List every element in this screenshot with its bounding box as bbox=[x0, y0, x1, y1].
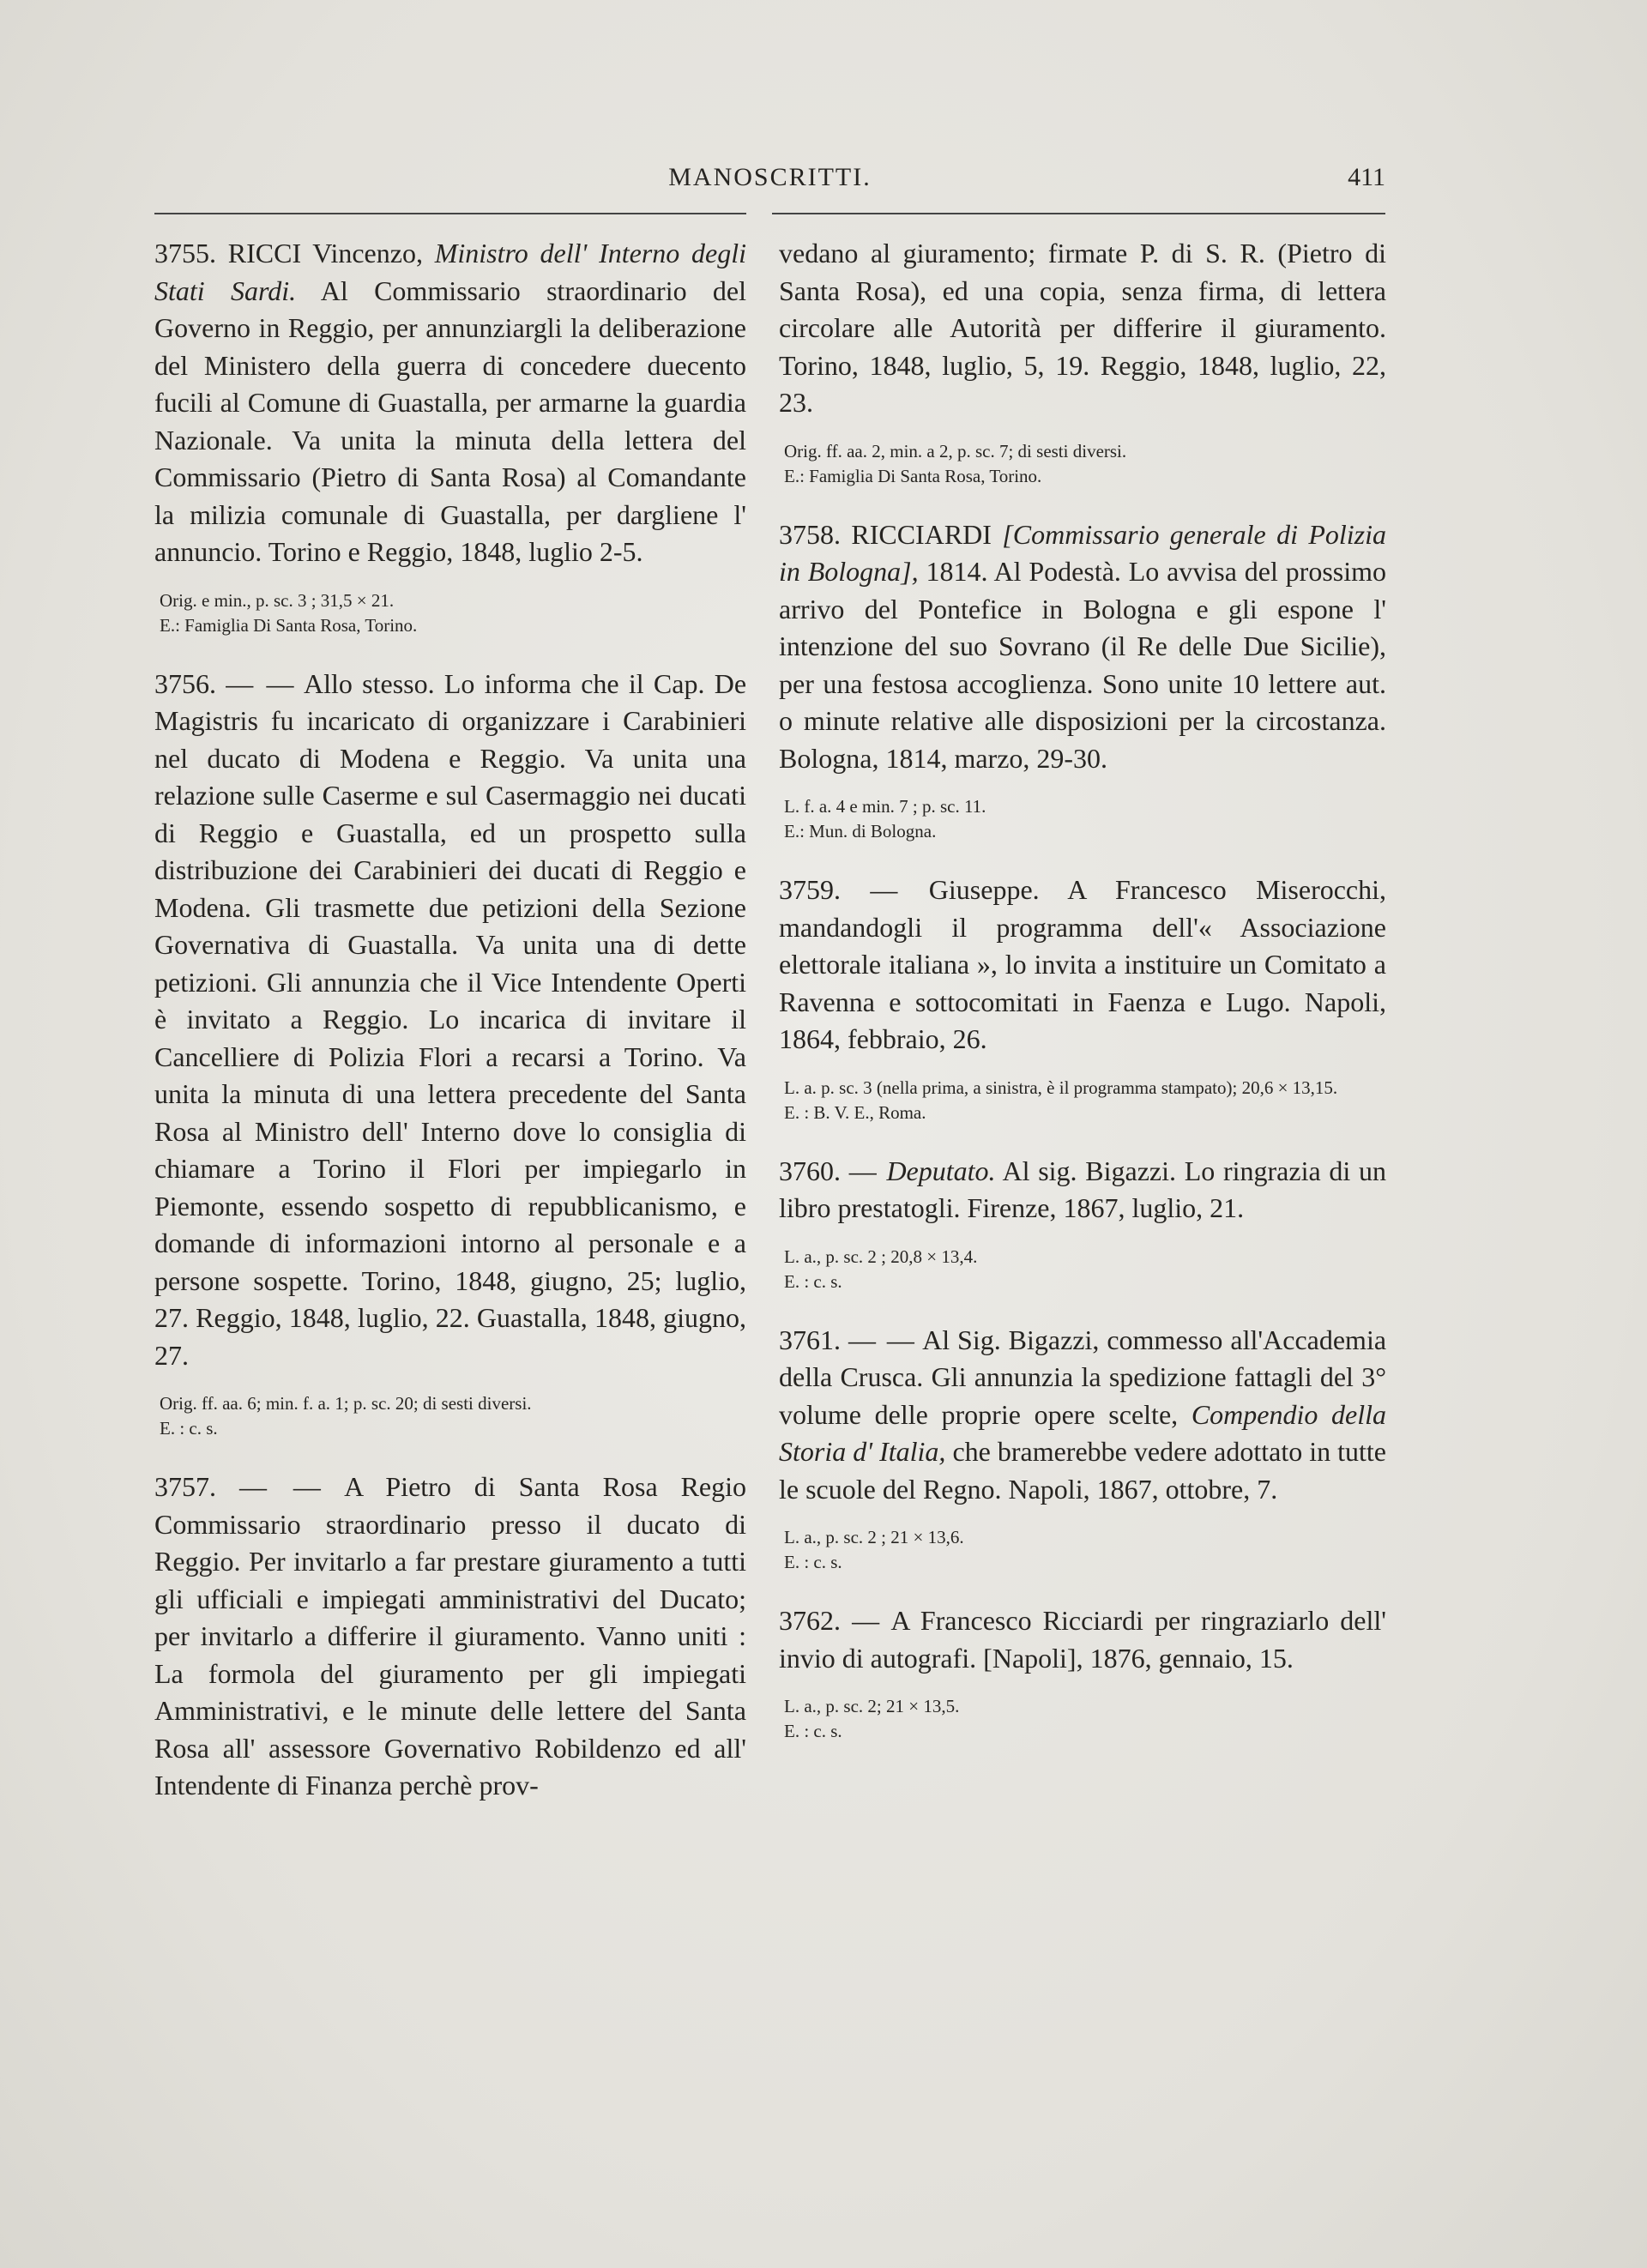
entry-number: 3756. bbox=[154, 667, 216, 699]
entry-body: Al sig. Bigazzi. Lo ringrazia di un libro prestatogli. Firenze, 1867, luglio, 21. bbox=[779, 1155, 1387, 1223]
right-column bbox=[779, 235, 1386, 1771]
entry-number: 3755. bbox=[154, 238, 216, 268]
physical-description: L. f. a. 4 e min. 7 ; p. sc. 11. bbox=[784, 796, 986, 817]
physical-description: Orig. e min., p. sc. 3 ; 31,5 × 21. bbox=[160, 589, 395, 611]
entry-number: 3761. bbox=[779, 1324, 841, 1355]
archival-note bbox=[779, 1245, 1386, 1294]
header-rule-right bbox=[772, 213, 1385, 214]
ditto-dash: — bbox=[848, 1155, 878, 1186]
entry-text bbox=[779, 872, 1386, 1059]
physical-description: Orig. ff. aa. 2, min. a 2, p. sc. 7; di sesti diversi. bbox=[784, 440, 1127, 461]
entry-text bbox=[779, 516, 1386, 778]
entry-number: 3758. bbox=[779, 518, 841, 550]
physical-description: L. a. p. sc. 3 (nella prima, a sinistra, è il programma stampato); 20,6 × 13,15. bbox=[784, 1077, 1338, 1098]
archival-note bbox=[779, 439, 1386, 489]
provenance: E. : c. s. bbox=[784, 1270, 842, 1292]
header-rule-left bbox=[154, 213, 746, 214]
ditto-dash: — — bbox=[848, 1324, 916, 1355]
entry-text bbox=[779, 1602, 1386, 1677]
provenance: E.: Mun. di Bologna. bbox=[784, 821, 937, 841]
entry-number: 3759. bbox=[779, 874, 841, 905]
author-role: Deputato. bbox=[886, 1155, 996, 1186]
entry-text bbox=[779, 1153, 1386, 1227]
provenance: E. : c. s. bbox=[160, 1418, 218, 1439]
ditto-dash: — — bbox=[238, 1471, 323, 1502]
page-number: 411 bbox=[1348, 163, 1385, 191]
physical-description: L. a., p. sc. 2; 21 × 13,5. bbox=[784, 1696, 960, 1716]
entry-body: A Francesco Ricciardi per ringraziarlo dell' invio di autografi. [Napoli], 1876, gennaio, 15. bbox=[779, 1605, 1387, 1674]
physical-description: L. a., p. sc. 2 ; 21 × 13,6. bbox=[784, 1527, 964, 1547]
provenance: E. : c. s. bbox=[784, 1721, 842, 1741]
running-head bbox=[154, 163, 1385, 201]
entry-body: Giuseppe. A Francesco Miserocchi, mandandogli il programma dell'« Associazione elettorale italiana », lo invita a instituire un Comitato a Ravenna e sottocomitati in Faenza e Lugo. Napoli, 1864, febbraio, 26. bbox=[779, 874, 1387, 1054]
provenance: E.: Famiglia Di Santa Rosa, Torino. bbox=[160, 614, 418, 636]
entry-3759 bbox=[779, 872, 1386, 1125]
provenance: E. : B. V. E., Roma. bbox=[784, 1101, 926, 1123]
ditto-dash: — bbox=[852, 1605, 882, 1636]
entry-text bbox=[154, 1469, 746, 1805]
entry-body: 1814. Al Podestà. Lo avvisa del prossimo arrivo del Pontefice in Bologna e gli espone l' intenzione del suo Sovrano (il Re delle Due Sicilie), per una festosa accoglienza. Sono unite 10 lettere aut. o minute relative alle disposizioni per la circostanza. Bologna, 1814, marzo, 29-30. bbox=[779, 556, 1387, 774]
entry-3757-continued bbox=[779, 235, 1386, 489]
provenance: E. : c. s. bbox=[784, 1552, 842, 1572]
entry-number: 3757. bbox=[154, 1471, 216, 1502]
ditto-dash: — bbox=[870, 874, 900, 905]
archival-note bbox=[779, 1076, 1386, 1125]
author-role: [Commissario generale di Polizia in Bologna], bbox=[779, 518, 1387, 587]
author-role: Ministro dell' Interno degli Stati Sardi. bbox=[154, 238, 747, 306]
entry-3760 bbox=[779, 1153, 1386, 1294]
entry-text bbox=[154, 235, 746, 571]
author-name: RICCI Vincenzo, bbox=[227, 238, 423, 268]
archival-note bbox=[154, 1391, 746, 1441]
archival-note bbox=[779, 1525, 1386, 1575]
author-name: RICCIARDI bbox=[851, 518, 992, 550]
entry-3761 bbox=[779, 1322, 1386, 1576]
archival-note bbox=[154, 588, 746, 638]
entry-3757 bbox=[154, 1469, 746, 1805]
entry-number: 3760. bbox=[779, 1155, 841, 1186]
ditto-dash: — — bbox=[226, 667, 296, 699]
entry-3756 bbox=[154, 666, 746, 1442]
entry-body: Allo stesso. Lo informa che il Cap. De Magistris fu incaricato di organizzare i Carabinieri nel ducato di Modena e Reggio. Va unita una relazione sulle Caserme e sul Casermaggio nei ducati di Reggio e Guastalla, ed un prospetto sulla distribuzione dei Carabinieri dei ducati di Reggio e Modena. Gli trasmette due petizioni della Sezione Governativa di Guastalla. Va unita una di dette petizioni. Gli annunzia che il Vice Intendente Operti è invitato a Reggio. Lo incarica di invitare il Cancelliere di Polizia Flori a recarsi a Torino. Va unita la minuta di una lettera precedente del Santa Rosa al Ministro dell' Interno dove lo consiglia di chiamare a Torino il Flori per impiegarlo in Piemonte, essendo sospetto di repubblicanismo, e domande di informazioni intorno al personale e a persone sospette. Torino, 1848, giugno, 25; luglio, 27. Reggio, 1848, luglio, 22. Guastalla, 1848, giugno, 27. bbox=[154, 667, 747, 1371]
entry-3755 bbox=[154, 235, 746, 638]
entry-3758 bbox=[779, 516, 1386, 845]
entry-3762 bbox=[779, 1602, 1386, 1744]
archival-note bbox=[779, 794, 1386, 844]
work-title: Compendio della Storia d' Italia, bbox=[779, 1398, 1387, 1467]
archival-note bbox=[779, 1694, 1386, 1744]
provenance: E.: Famiglia Di Santa Rosa, Torino. bbox=[784, 465, 1042, 486]
entry-number: 3762. bbox=[779, 1605, 841, 1636]
left-column bbox=[154, 235, 746, 1822]
running-title: MANOSCRITTI. bbox=[668, 163, 872, 191]
entry-body: A Pietro di Santa Rosa Regio Commissario straordinario presso il ducato di Reggio. Per invitarlo a far prestare giuramento a tutti gli ufficiali e impiegati amministrativi del Ducato; per invitarlo a differire il giuramento. Vanno uniti : La formola del giuramento per gli impiegati Amministrativi, e le minute delle lettere del Santa Rosa all' assessore Governativo Robildenzo ed all' Intendente di Finanza perchè prov- bbox=[154, 1471, 747, 1801]
entry-text bbox=[779, 1322, 1386, 1509]
physical-description: Orig. ff. aa. 6; min. f. a. 1; p. sc. 20; di sesti diversi. bbox=[160, 1393, 532, 1414]
entry-body: Al Sig. Bigazzi, commesso all'Accademia della Crusca. Gli annunzia la spedizione fattagli del 3° volume delle proprie opere scelte, bbox=[779, 1324, 1387, 1430]
entry-body-end: che bramerebbe vedere adottato in tutte le scuole del Regno. Napoli, 1867, ottobre, 7. bbox=[779, 1436, 1387, 1505]
entry-text bbox=[154, 666, 746, 1375]
entry-body: Al Commissario straordinario del Governo in Reggio, per annunziargli la deliberazione del Ministero della guerra di concedere duecento fucili al Comune di Guastalla, per armarne la guardia Nazionale. Va unita la minuta della lettera del Commissario (Pietro di Santa Rosa) al Comandante la milizia comunale di Guastalla, per dargliene l' annuncio. Torino e Reggio, 1848, luglio 2-5. bbox=[154, 274, 747, 567]
physical-description: L. a., p. sc. 2 ; 20,8 × 13,4. bbox=[784, 1246, 978, 1267]
entry-body: vedano al giuramento; firmate P. di S. R. (Pietro di Santa Rosa), ed una copia, senza firma, di lettera circolare alle Autorità per differire il giuramento. Torino, 1848, luglio, 5, 19. Reggio, 1848, luglio, 22, 23. bbox=[779, 238, 1386, 418]
